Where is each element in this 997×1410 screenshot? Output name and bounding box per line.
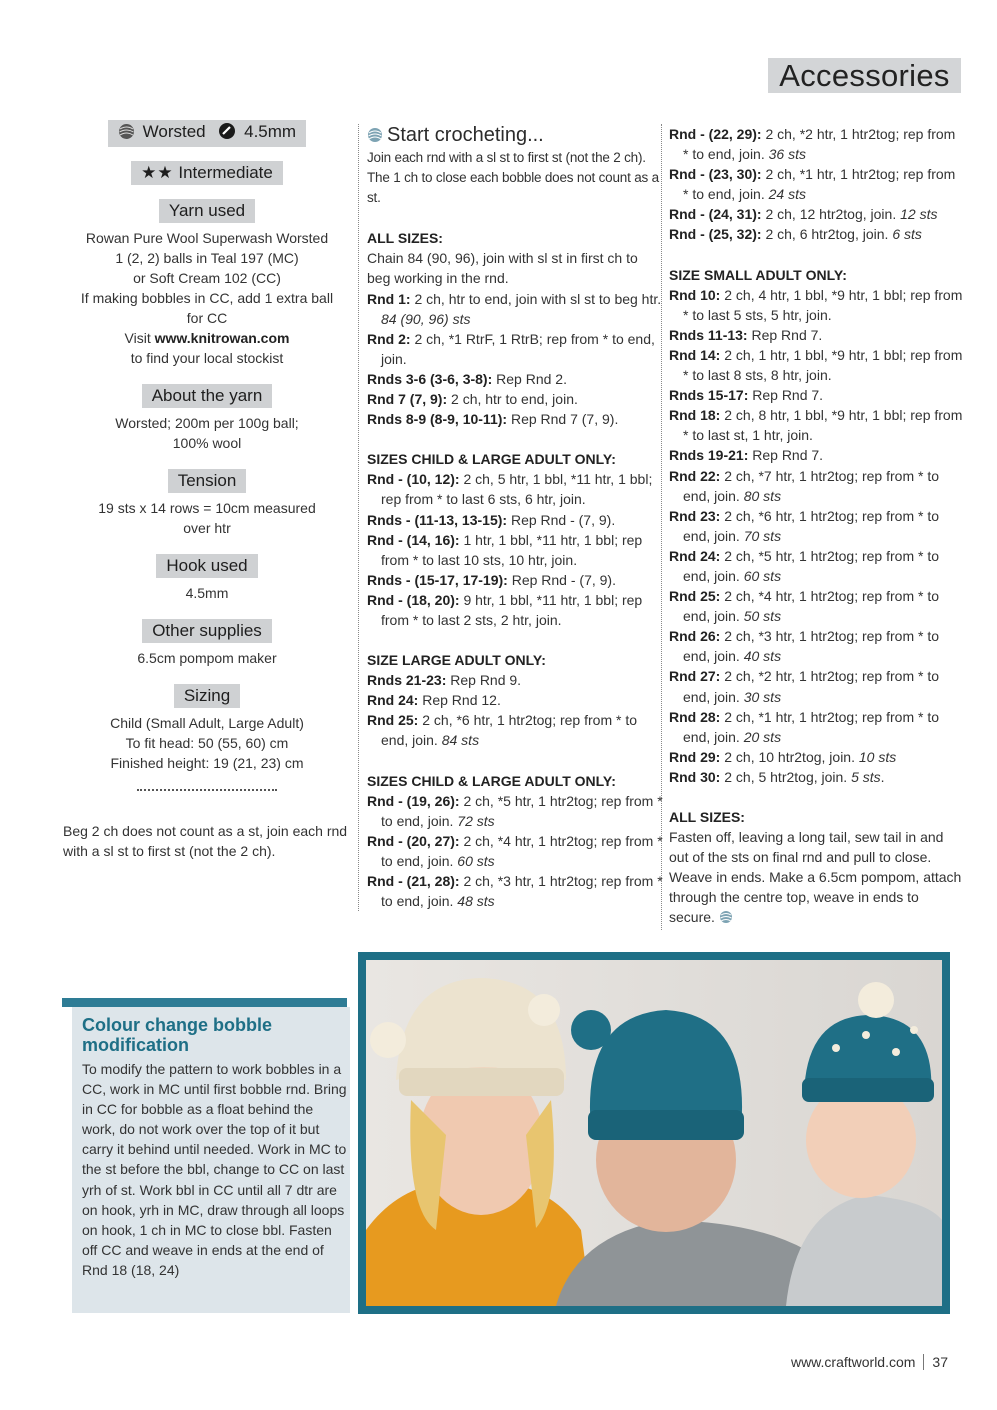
family-hats-illustration <box>366 960 942 1306</box>
row-label: Rnd 24: <box>367 692 419 709</box>
row-text: 2 ch, 4 htr, 1 bbl, *9 htr, 1 bbl; rep from * to last 5 sts, 5 htr, join. <box>683 286 963 323</box>
row-text: 2 ch, *5 htr, 1 htr2tog; rep from * to end, join. <box>683 547 940 584</box>
row-text: 2 ch, *4 htr, 1 htr2tog; rep from * to end, join. <box>683 588 940 625</box>
row-text: 2 ch, *3 htr, 1 htr2tog; rep from * to end, join. <box>683 628 940 665</box>
row-label: Rnd 1: <box>367 290 411 307</box>
pattern-row <box>669 345 964 385</box>
pattern-row <box>367 329 663 369</box>
spacer <box>367 429 663 449</box>
row-label: Rnds - (11-13, 13-15): <box>367 511 508 528</box>
end-mark-icon <box>719 909 733 929</box>
rowan-link[interactable]: www.knitrowan.com <box>154 330 290 346</box>
row-label: Rnd 14: <box>669 346 721 363</box>
yarn-used-block <box>63 199 351 368</box>
section-heading: SIZES CHILD & LARGE ADULT ONLY: <box>367 451 616 468</box>
pattern-row <box>367 690 663 710</box>
row-text: 2 ch, *1 RtrF, 1 RtrB; rep from * to end, join. <box>381 330 655 367</box>
row-label: Rnd - (24, 31): <box>669 206 762 223</box>
row-label: Rnd 23: <box>669 507 721 524</box>
row-count: 70 sts <box>743 527 782 544</box>
sizing-line: To fit head: 50 (55, 60) cm <box>125 735 289 751</box>
yarn-ball-icon <box>367 126 383 148</box>
about-line: Worsted; 200m per 100g ball; <box>115 415 299 431</box>
row-label: Rnd 25: <box>367 712 419 729</box>
row-text: 2 ch, *2 htr, 1 htr2tog; rep from * to end, join. <box>683 668 940 705</box>
pattern-row <box>669 666 964 706</box>
pattern-row <box>367 831 663 871</box>
row-count: 6 sts <box>892 226 922 243</box>
row-count: 60 sts <box>743 567 782 584</box>
section-heading: ALL SIZES: <box>669 809 745 825</box>
pattern-row <box>669 767 964 787</box>
pattern-row <box>669 506 964 546</box>
row-text: 2 ch, *5 htr, 1 htr2tog; rep from * to end, join. <box>381 792 663 829</box>
chain-instruction: Chain 84 (90, 96), join with sl st in first ch to beg working in the rnd. <box>367 250 638 287</box>
yarn-line: Rowan Pure Wool Superwash Worsted <box>85 230 329 246</box>
row-label: Rnd - (18, 20): <box>367 591 460 608</box>
row-label: Rnd - (21, 28): <box>367 873 460 889</box>
pattern-column-1 <box>358 124 663 911</box>
difficulty-row <box>63 161 351 185</box>
row-text: 2 ch, *3 htr, 1 htr2tog; rep from * to end, join. <box>381 873 663 910</box>
row-count: 72 sts <box>457 812 495 829</box>
row-count: 10 sts <box>858 748 897 765</box>
row-text: Rep Rnd 9. <box>446 672 522 689</box>
hook-icon <box>218 122 236 147</box>
pattern-row <box>669 385 964 405</box>
pattern-row <box>367 710 663 750</box>
pattern-row <box>669 586 964 626</box>
row-count: 24 sts <box>768 186 806 203</box>
row-text: 2 ch, 10 htr2tog, join. <box>720 748 859 765</box>
hook-line: 4.5mm <box>185 585 229 601</box>
pattern-row <box>669 466 964 506</box>
pattern-row <box>367 791 663 831</box>
row-text: 2 ch, 12 htr2tog, join. <box>761 206 901 223</box>
sizing-block <box>63 684 351 773</box>
pattern-row <box>367 389 663 409</box>
stockist-line: to find your local stockist <box>130 350 284 366</box>
box-accent-bar <box>62 998 347 1007</box>
row-label: Rnd 28: <box>669 708 721 725</box>
finishing-text <box>669 827 964 929</box>
row-label: Rnd - (19, 26): <box>367 792 460 809</box>
sizing-line: Child (Small Adult, Large Adult) <box>110 715 304 731</box>
row-count: 36 sts <box>768 146 806 163</box>
yarn-used-heading: Yarn used <box>159 199 255 223</box>
hook-heading: Hook used <box>156 554 257 578</box>
beg-ch-note: Beg 2 ch does not count as a st, join each rnd with a sl st to first st (not the 2 ch). <box>63 823 348 859</box>
row-text: 2 ch, *4 htr, 1 htr2tog; rep from * to end, join. <box>381 832 663 869</box>
row-label: Rnd 25: <box>669 588 721 605</box>
visit-line <box>63 328 351 348</box>
row-text: Rep Rnd 7. <box>748 447 824 464</box>
tension-line: over htr <box>183 520 231 536</box>
spacer <box>669 787 964 807</box>
start-heading <box>367 124 663 148</box>
row-label: Rnd 22: <box>669 467 721 484</box>
pattern-row <box>367 871 663 911</box>
pattern-row <box>367 530 663 570</box>
row-label: Rnd - (10, 12): <box>367 471 460 488</box>
pattern-row <box>367 409 663 429</box>
colour-change-box <box>72 1007 350 1313</box>
pattern-row <box>669 285 964 325</box>
row-label: Rnd 26: <box>669 628 721 645</box>
row-text: Rep Rnd 7 (7, 9). <box>507 411 619 428</box>
footer-separator <box>923 1354 924 1370</box>
dotted-divider <box>137 789 277 791</box>
sizing-line: Finished height: 19 (21, 23) cm <box>110 755 304 771</box>
page-footer <box>791 1354 948 1370</box>
pattern-row <box>367 510 663 530</box>
all-sizes-heading: ALL SIZES: <box>367 230 443 247</box>
row-count: 12 sts <box>900 206 938 223</box>
row-count: 84 sts <box>441 732 480 749</box>
row-count: 5 sts <box>851 768 881 785</box>
row-label: Rnd - (22, 29): <box>669 126 762 142</box>
row-count: 20 sts <box>743 728 782 745</box>
supplies-line: 6.5cm pompom maker <box>137 650 277 666</box>
start-heading-text: Start crocheting... <box>387 124 544 146</box>
about-yarn-heading: About the yarn <box>142 384 273 408</box>
row-label: Rnd 24: <box>669 547 721 564</box>
row-text: 2 ch, *7 htr, 1 htr2tog; rep from * to end, join. <box>683 467 940 504</box>
row-text: 2 ch, 1 htr, 1 bbl, *9 htr, 1 bbl; rep from * to last 8 sts, 8 htr, join. <box>683 346 963 384</box>
info-column <box>63 120 351 861</box>
pattern-row <box>367 570 663 590</box>
section-heading: SIZE LARGE ADULT ONLY: <box>367 652 546 669</box>
row-text: Rep Rnd 7. <box>747 326 823 343</box>
row-count: 84 (90, 96) sts <box>381 310 471 327</box>
spacer <box>367 751 663 771</box>
box-body: To modify the pattern to work bobbles in a CC, work in MC until first bobble rnd. Bring in CC for bobble as a float behind the work, do not work over the top of it but carry it behind until needed. Work in MC to the st before the bbl, change to CC on last yrh of st. Work bbl in CC until all 7 dtr are on hook, yrh in MC, draw through all loops on hook, 1 ch in MC to close bbl. Fasten off CC and weave in ends at the end of Rnd 18 (18, 24) <box>82 1061 347 1278</box>
yarn-line: 1 (2, 2) balls in Teal 197 (MC) <box>115 250 299 266</box>
pattern-row <box>367 369 663 389</box>
yarn-weight-row <box>63 120 351 147</box>
intro-text: Join each rnd with a sl st to first st (not the 2 ch). The 1 ch to close each bobble does not count as a st. <box>367 150 659 206</box>
row-count: 40 sts <box>743 648 782 665</box>
row-text: Rep Rnd - (7, 9). <box>507 511 616 528</box>
row-label: Rnds 19-21: <box>669 447 749 464</box>
pattern-row <box>669 325 964 345</box>
pattern-row <box>367 289 663 329</box>
tension-line: 19 sts x 14 rows = 10cm measured <box>98 500 316 516</box>
spacer <box>367 630 663 650</box>
pattern-row <box>669 546 964 586</box>
pattern-row <box>367 590 663 630</box>
row-label: Rnd - (14, 16): <box>367 531 460 548</box>
visit-prefix: Visit <box>124 330 155 346</box>
weight-hook-badge <box>108 120 306 147</box>
row-label: Rnds - (15-17, 17-19): <box>367 571 508 588</box>
row-text: 9 htr, 1 bbl, *11 htr, 1 bbl; rep from * to last 2 sts, 2 htr, join. <box>381 591 643 628</box>
row-text: 2 ch, *2 htr, 1 htr2tog; rep from * to end, join. <box>683 126 956 163</box>
row-label: Rnd 7 (7, 9): <box>367 391 448 408</box>
row-text: 2 ch, 5 htr2tog, join. <box>720 768 852 785</box>
row-text: 1 htr, 1 bbl, *11 htr, 1 bbl; rep from * to last 10 sts, 10 htr, join. <box>381 531 643 568</box>
pattern-row <box>669 747 964 767</box>
difficulty-stars: ★★ <box>141 163 174 182</box>
pattern-row <box>669 707 964 747</box>
about-yarn-block <box>63 384 351 453</box>
row-label: Rnd 29: <box>669 748 721 765</box>
row-label: Rnds 3-6 (3-6, 3-8): <box>367 370 493 387</box>
section-tag: Accessories <box>768 58 961 93</box>
row-label: Rnds 15-17: <box>669 387 749 404</box>
hats-photo <box>358 952 950 1314</box>
pattern-row <box>669 124 964 164</box>
row-label: Rnds 11-13: <box>669 326 748 343</box>
box-title: Colour change bobble modification <box>82 1015 273 1055</box>
row-label: Rnd 18: <box>669 407 721 424</box>
yarn-line: If making bobbles in CC, add 1 extra ball <box>80 290 334 306</box>
section-heading: SIZES CHILD & LARGE ADULT ONLY: <box>367 772 616 789</box>
supplies-heading: Other supplies <box>142 619 272 643</box>
pattern-row <box>669 626 964 666</box>
hook-block <box>63 554 351 603</box>
pattern-row <box>669 445 964 465</box>
row-count: 50 sts <box>743 608 782 625</box>
row-text: 2 ch, *1 htr, 1 htr2tog; rep from * to end, join. <box>683 166 956 203</box>
row-label: Rnds 21-23: <box>367 672 447 689</box>
pattern-column-2 <box>661 124 964 930</box>
row-text: 2 ch, htr to end, join. <box>447 391 578 408</box>
row-end: . <box>880 768 885 785</box>
row-label: Rnd 30: <box>669 768 721 785</box>
row-text: 2 ch, *1 htr, 1 htr2tog; rep from * to end, join. <box>683 708 940 745</box>
pattern-row <box>669 164 964 204</box>
row-label: Rnd - (25, 32): <box>669 226 762 243</box>
pattern-row <box>669 224 964 244</box>
row-label: Rnd 10: <box>669 286 721 303</box>
about-line: 100% wool <box>172 435 242 451</box>
finishing-instructions: Fasten off, leaving a long tail, sew tail in and out of the sts on final rnd and pull to close. Weave in ends. Make a 6.5cm pompom, attach through the centre top, weave in ends to secure. <box>669 829 962 926</box>
yarn-line: for CC <box>186 310 228 326</box>
supplies-block <box>63 619 351 668</box>
spacer <box>669 245 964 265</box>
pattern-row <box>669 405 964 445</box>
pattern-row <box>367 469 663 509</box>
row-text: Rep Rnd 7. <box>748 387 824 404</box>
yarn-ball-icon <box>118 123 135 147</box>
row-text: 2 ch, *6 htr, 1 htr2tog; rep from * to end, join. <box>683 507 940 544</box>
yarn-weight: Worsted <box>142 122 206 141</box>
row-count: 48 sts <box>457 893 495 910</box>
pattern-row <box>367 670 663 690</box>
row-text: Rep Rnd 12. <box>418 692 501 709</box>
row-text: 2 ch, *6 htr, 1 htr2tog; rep from * to end, join. <box>381 712 638 749</box>
tension-block <box>63 469 351 538</box>
sizing-heading: Sizing <box>174 684 240 708</box>
row-label: Rnd 2: <box>367 330 411 347</box>
row-count: 80 sts <box>743 487 782 504</box>
row-text: 2 ch, 8 htr, 1 bbl, *9 htr, 1 bbl; rep from * to last st, 1 htr, join. <box>683 407 963 444</box>
difficulty-badge <box>131 161 283 185</box>
section-heading: SIZE SMALL ADULT ONLY: <box>669 266 847 283</box>
row-text: 2 ch, 6 htr2tog, join. <box>761 226 893 243</box>
row-label: Rnds 8-9 (8-9, 10-11): <box>367 411 508 428</box>
row-label: Rnd - (20, 27): <box>367 832 460 849</box>
tension-heading: Tension <box>168 469 247 493</box>
row-text: 2 ch, htr to end, join with sl st to beg htr. <box>410 290 662 307</box>
row-label: Rnd 27: <box>669 668 721 685</box>
row-count: 30 sts <box>743 688 782 705</box>
yarn-line: or Soft Cream 102 (CC) <box>133 270 281 286</box>
footer-site[interactable]: www.craftworld.com <box>790 1354 916 1370</box>
row-count: 60 sts <box>457 852 495 869</box>
pattern-row <box>669 204 964 224</box>
row-text: 2 ch, 5 htr, 1 bbl, *11 htr, 1 bbl; rep from * to last 6 sts, 6 htr, join. <box>381 471 653 508</box>
difficulty-label: Intermediate <box>178 163 273 182</box>
page-number: 37 <box>932 1354 948 1370</box>
row-text: Rep Rnd 2. <box>492 370 567 387</box>
row-text: Rep Rnd - (7, 9). <box>507 571 616 588</box>
row-label: Rnd - (23, 30): <box>669 166 762 183</box>
hook-size: 4.5mm <box>244 122 297 141</box>
